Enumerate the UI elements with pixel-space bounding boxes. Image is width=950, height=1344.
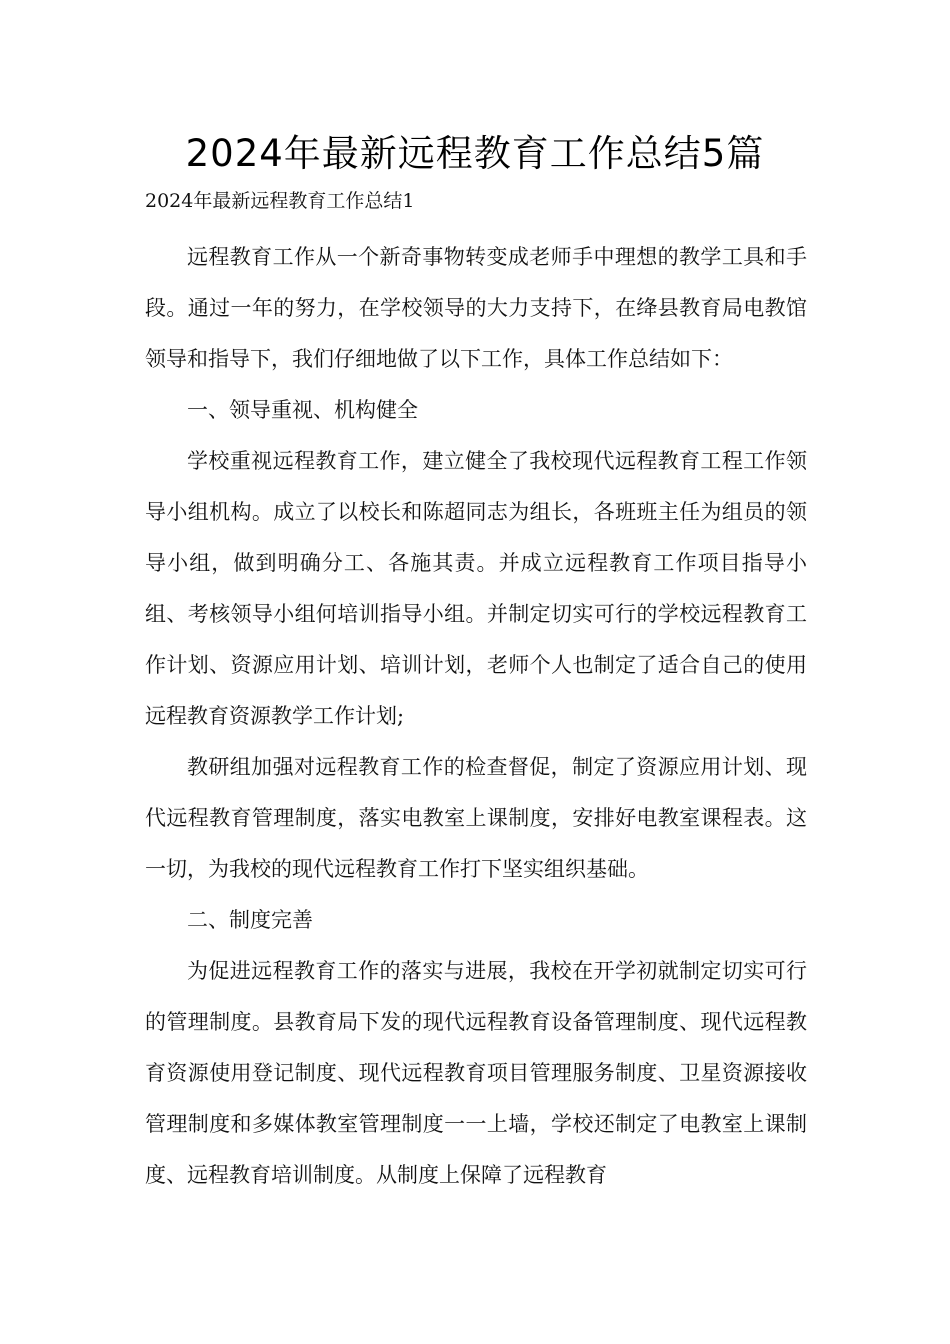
section-heading-2: 二、制度完善: [187, 908, 313, 932]
paragraph-systems: 为促进远程教育工作的落实与进展，我校在开学初就制定切实可行的管理制度。县教育局下发的现代远程教育设备管理制度、现代远程教育资源使用登记制度、现代远程教育项目管理服务制度、卫星资源接收管理制度和多媒体教室管理制度一一上墙，学校还制定了电教室上课制度、远程教育培训制度。从制度上保障了远程教育: [145, 959, 807, 1187]
section-heading-1: 一、领导重视、机构健全: [187, 398, 418, 422]
paragraph-intro: 远程教育工作从一个新奇事物转变成老师手中理想的教学工具和手段。通过一年的努力，在学校领导的大力支持下，在绛县教育局电教馆领导和指导下，我们仔细地做了以下工作，具体工作总结如下：: [145, 245, 807, 371]
paragraph-supervision: 教研组加强对远程教育工作的检查督促，制定了资源应用计划、现代远程教育管理制度，落实电教室上课制度，安排好电教室课程表。这一切，为我校的现代远程教育工作打下坚实组织基础。: [145, 755, 807, 881]
document-body: [145, 232, 807, 1201]
document-title: 2024年最新远程教育工作总结5篇: [185, 132, 765, 175]
document-subtitle: 2024年最新远程教育工作总结1: [145, 190, 415, 212]
paragraph-leadership: 学校重视远程教育工作，建立健全了我校现代远程教育工程工作领导小组机构。成立了以校长和陈超同志为组长，各班班主任为组员的领导小组，做到明确分工、各施其责。并成立远程教育工作项目指导小组、考核领导小组何培训指导小组。并制定切实可行的学校远程教育工作计划、资源应用计划、培训计划，老师个人也制定了适合自己的使用远程教育资源教学工作计划;: [145, 449, 807, 728]
